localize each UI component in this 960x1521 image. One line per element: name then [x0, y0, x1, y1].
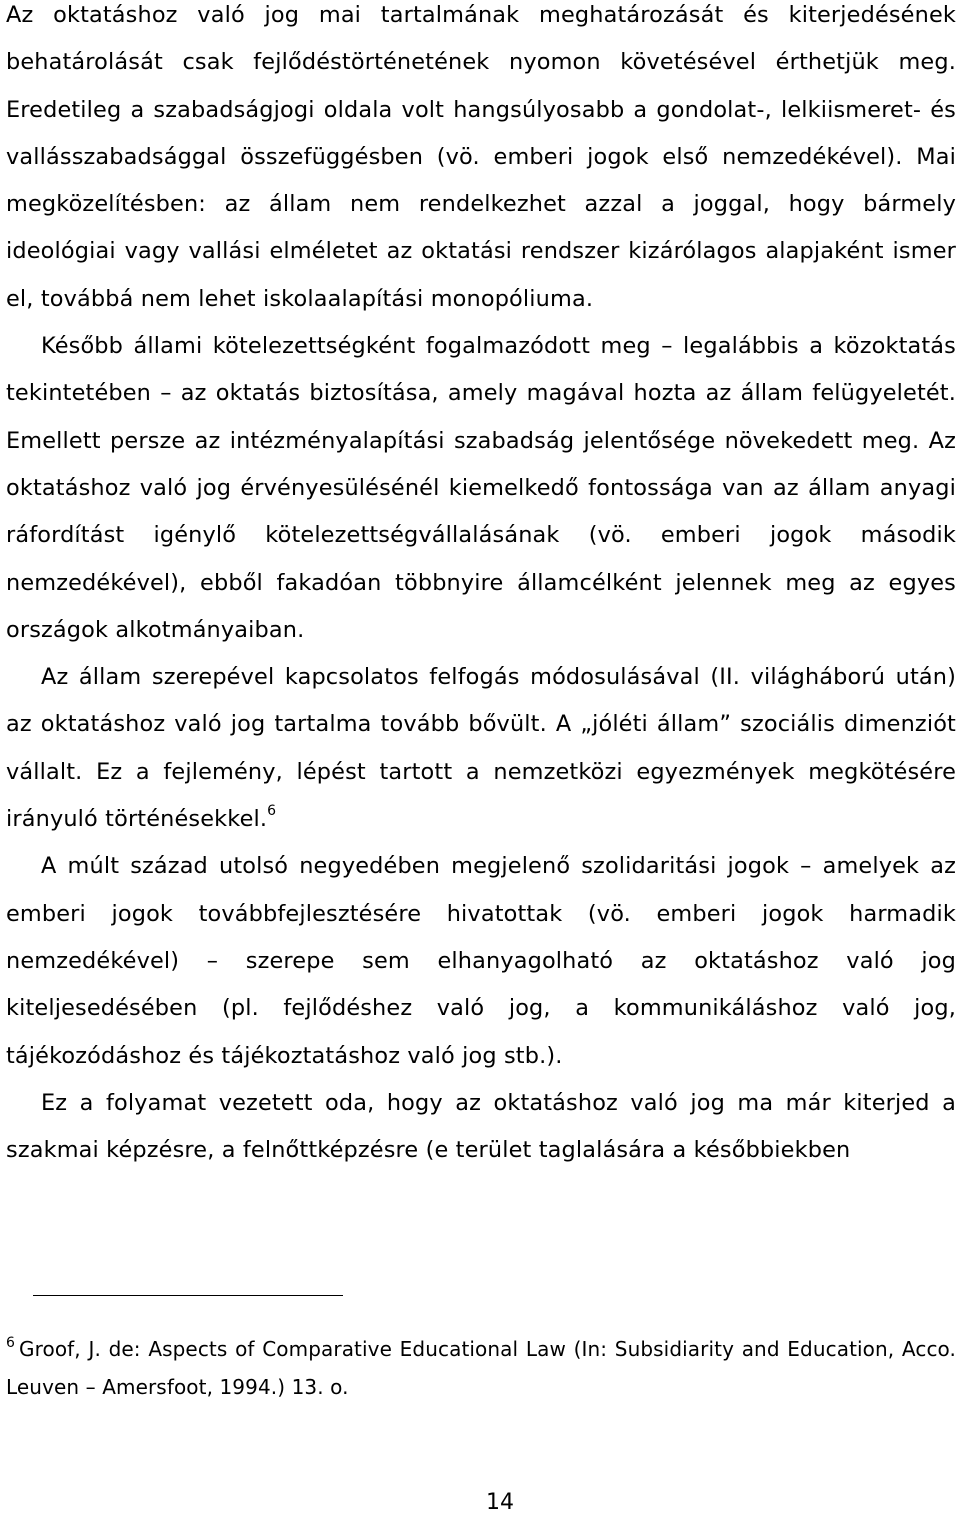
paragraph-3-text: Az állam szerepével kapcsolatos felfogás módosulásával (II. világháború után) az oktatáshoz való jog tartalma tovább bővült. A „jóléti állam” szociális dimenziót vállalt. Ez a fejlemény, lépést tartott a nemzetközi egyezmények megkötésére irányuló történésekkel.: [6, 664, 956, 833]
footnote-separator: [33, 1295, 343, 1296]
paragraph-4: A múlt század utolsó negyedében megjelenő szolidaritási jogok – amelyek az emberi jogok továbbfejlesztésére hivatottak (vö. emberi jogok harmadik nemzedékével) – szerepe sem elhanyagolható az oktatáshoz való jog kiteljesedésében (pl. fejlődéshez való jog, a kommunikáláshoz való jog, tájékozódáshoz és tájékoztatáshoz való jog stb.).: [6, 853, 956, 1069]
paragraph-3: [6, 654, 956, 843]
paragraph-2: Később állami kötelezettségként fogalmazódott meg – legalábbis a közoktatás tekintetében – az oktatás biztosítása, amely magával hozta az állam felügyeletét. Emellett persze az intézményalapítási szabadság jelentősége növekedett meg. Az oktatáshoz való jog érvényesülésénél kiemelkedő fontossága van az állam anyagi ráfordítást igénylő kötelezettségvállalásának (vö. emberi jogok második nemzedékével), ebből fakadóan többnyire államcélként jelennek meg az egyes országok alkotmányaiban.: [6, 333, 956, 643]
page-body: [6, 0, 956, 1174]
page-number: 14: [486, 1490, 514, 1515]
footnote-reference[interactable]: 6: [267, 803, 277, 820]
footnote-number: 6: [6, 1335, 16, 1351]
footnote-entry: [6, 1330, 956, 1406]
paragraph-5: Ez a folyamat vezetett oda, hogy az oktatáshoz való jog ma már kiterjed a szakmai képzésre, a felnőttképzésre (e terület taglalására a későbbiekben: [6, 1089, 956, 1164]
footnote: [6, 1330, 956, 1406]
main-text: [6, 0, 956, 1174]
footnote-text: Groof, J. de: Aspects of Comparative Educational Law (In: Subsidiarity and Education, Acco. Leuven – Amersfoot, 1994.) 13. o.: [6, 1337, 956, 1399]
paragraph-1: Az oktatáshoz való jog mai tartalmának meghatározását és kiterjedésének behatárolását csak fejlődéstörténetének nyomon követésével érthetjük meg. Eredetileg a szabadságjogi oldala volt hangsúlyosabb a gondolat-, lelkiismeret- és vallásszabadsággal összefüggésben (vö. emberi jogok első nemzedékével). Mai megközelítésben: az állam nem rendelkezhet azzal a joggal, hogy bármely ideológiai vagy vallási elméletet az oktatási rendszer kizárólagos alapjaként ismer el, továbbá nem lehet iskolaalapítási monopóliuma.: [6, 2, 956, 312]
